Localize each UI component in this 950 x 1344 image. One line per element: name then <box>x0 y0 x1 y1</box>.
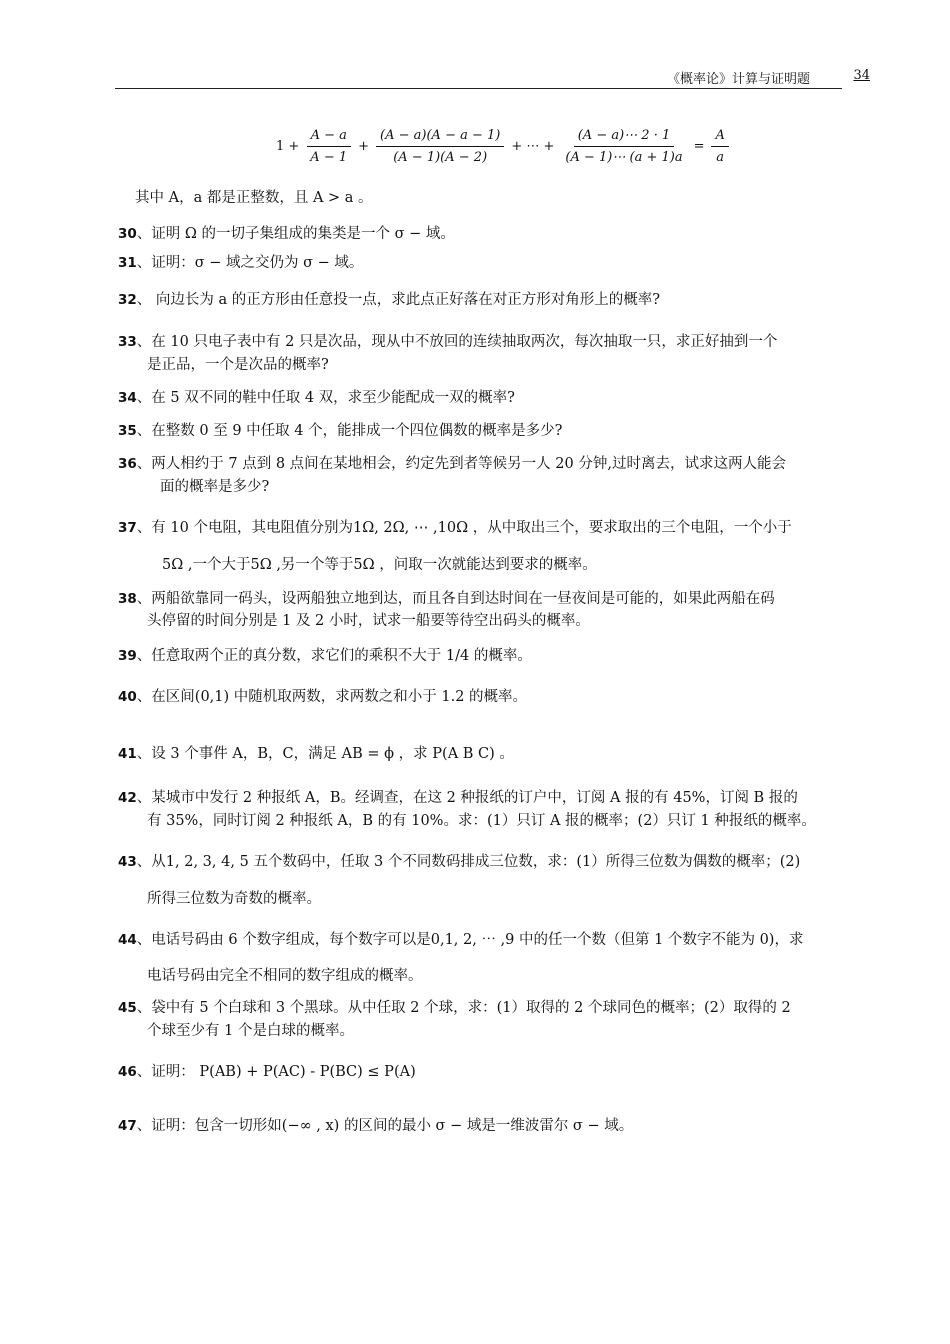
problem-text: 、在整数 0 至 9 中任取 4 个，能排成一个四位偶数的概率是多少? <box>136 423 563 439</box>
problem-text: 、在 5 双不同的鞋中任取 4 双，求至少能配成一双的概率? <box>136 390 515 406</box>
formula-ellipsis: + ⋯ + <box>511 138 555 154</box>
problem-text: 、设 3 个事件 A，B，C，满足 AB = ϕ ，求 P(A B C) 。 <box>136 746 514 762</box>
formula-fraction-1 <box>306 128 351 165</box>
formula-lead: 1 + <box>276 138 300 154</box>
problem-number: 31 <box>118 255 137 271</box>
problem-41 <box>118 744 514 764</box>
problem-text: 、在区间(0,1) 中随机取两数，求两数之和小于 1.2 的概率。 <box>136 689 528 705</box>
problem-number: 44 <box>118 932 137 948</box>
problem-text-line <box>147 966 423 986</box>
page-number: 34 <box>853 68 870 83</box>
problem-text: 其中 A，a 都是正整数，且 A > a 。 <box>135 190 373 206</box>
problem-number: 43 <box>118 854 137 870</box>
problem-text-line <box>135 188 373 208</box>
problem-text: 电话号码由完全不相同的数字组成的概率。 <box>147 968 423 984</box>
problem-47 <box>118 1116 633 1136</box>
problem-42 <box>118 788 798 808</box>
problem-text: 、证明： P(AB) + P(AC) - P(BC) ≤ P(A) <box>136 1064 416 1080</box>
problem-30 <box>118 224 455 244</box>
problem-text: 、证明：σ − 域之交仍为 σ − 域。 <box>136 255 364 271</box>
formula-fraction-4 <box>711 128 728 165</box>
top-formula <box>272 120 732 172</box>
problem-text: 、两船欲靠同一码头，设两船独立地到达，而且各自到达时间在一昼夜间是可能的，如果此两船在码 <box>136 591 775 607</box>
problem-number: 35 <box>118 423 137 439</box>
problem-text: 、电话号码由 6 个数字组成，每个数字可以是0,1, 2, ⋯ ,9 中的任一个数（但第 1 个数字不能为 0)，求 <box>136 932 804 948</box>
problem-text-line <box>147 355 329 375</box>
problem-text-line <box>147 611 590 631</box>
fraction-denominator: (A − 1)⋯ (a + 1)a <box>565 149 683 165</box>
problem-text: 所得三位数为奇数的概率。 <box>147 891 321 907</box>
problem-33 <box>118 332 777 352</box>
formula-plus: + <box>358 138 370 154</box>
problem-text-line <box>162 555 597 575</box>
problem-number: 47 <box>118 1118 137 1134</box>
fraction-denominator: A − 1 <box>310 149 348 165</box>
problem-number: 46 <box>118 1064 137 1080</box>
problem-number: 45 <box>118 1000 137 1016</box>
problem-37 <box>118 518 792 538</box>
page-header <box>115 68 870 90</box>
problem-number: 32 <box>118 292 137 308</box>
problem-number: 34 <box>118 390 137 406</box>
problem-40 <box>118 687 527 707</box>
problem-46 <box>118 1062 416 1082</box>
header-title: 《概率论》计算与证明题 <box>666 72 810 87</box>
problem-number: 30 <box>118 226 137 242</box>
problem-text: 、袋中有 5 个白球和 3 个黑球。从中任取 2 个球，求：(1）取得的 2 个球同色的概率；(2）取得的 2 <box>136 1000 791 1016</box>
problem-36 <box>118 454 786 474</box>
problem-39 <box>118 646 532 666</box>
problem-45 <box>118 998 791 1018</box>
problem-number: 42 <box>118 790 137 806</box>
problem-number: 36 <box>118 456 137 472</box>
problem-text-line <box>160 477 269 497</box>
problem-text: 面的概率是多少? <box>160 479 270 495</box>
problem-number: 37 <box>118 520 137 536</box>
problem-text: 、证明 Ω 的一切子集组成的集类是一个 σ − 域。 <box>136 226 455 242</box>
header-rule <box>115 88 842 89</box>
problem-number: 40 <box>118 689 137 705</box>
formula-equals: = <box>693 138 705 154</box>
problem-number: 39 <box>118 648 137 664</box>
problem-text: 、两人相约于 7 点到 8 点间在某地相会，约定先到者等候另一人 20 分钟,过时离去，试求这两人能会 <box>136 456 786 472</box>
problem-text: 5Ω ,一个大于5Ω ,另一个等于5Ω ，问取一次就能达到要求的概率。 <box>162 557 597 573</box>
fraction-numerator: (A − a)(A − a − 1) <box>376 128 504 147</box>
fraction-denominator: (A − 1)(A − 2) <box>393 149 488 165</box>
problem-35 <box>118 421 562 441</box>
problem-text-line <box>147 1021 354 1041</box>
problem-text: 个球至少有 1 个是白球的概率。 <box>147 1023 354 1039</box>
problem-text: 、证明：包含一切形如(−∞ , x) 的区间的最小 σ − 域是一维波雷尔 σ − 域。 <box>136 1118 634 1134</box>
problem-32 <box>118 290 660 310</box>
problem-text: 、在 10 只电子表中有 2 只是次品，现从中不放回的连续抽取两次，每次抽取一只，求正好抽到一个 <box>136 334 778 350</box>
problem-34 <box>118 388 515 408</box>
problem-text: 头停留的时间分别是 1 及 2 小时，试求一船要等待空出码头的概率。 <box>147 613 590 629</box>
formula-fraction-2 <box>376 128 504 165</box>
problem-text: 是正品，一个是次品的概率? <box>147 357 329 373</box>
fraction-denominator: a <box>716 149 725 165</box>
fraction-numerator: (A − a)⋯ 2 · 1 <box>574 128 675 147</box>
problem-text: 、某城市中发行 2 种报纸 A，B。经调查，在这 2 种报纸的订户中，订阅 A 报的有 45%，订阅 B 报的 <box>136 790 798 806</box>
problem-31 <box>118 253 363 273</box>
problem-text: 、有 10 个电阻，其电阻值分别为1Ω, 2Ω, ⋯ ,10Ω ，从中取出三个，要求取出的三个电阻，一个小于 <box>136 520 792 536</box>
problem-38 <box>118 589 775 609</box>
problem-text: 、任意取两个正的真分数，求它们的乘积不大于 1/4 的概率。 <box>136 648 532 664</box>
problem-text: 、 向边长为 a 的正方形由任意投一点，求此点正好落在对正方形对角形上的概率? <box>136 292 661 308</box>
problem-number: 33 <box>118 334 137 350</box>
problem-text: 、从1, 2, 3, 4, 5 五个数码中，任取 3 个不同数码排成三位数，求：(1）所得三位数为偶数的概率；(2) <box>136 854 801 870</box>
problem-44 <box>118 930 803 950</box>
problem-number: 38 <box>118 591 137 607</box>
formula-fraction-3 <box>561 128 686 165</box>
problem-text-line <box>147 811 816 831</box>
problem-text: 有 35%，同时订阅 2 种报纸 A，B 的有 10%。求：(1）只订 A 报的概率；(2）只订 1 种报纸的概率。 <box>147 813 816 829</box>
problem-43 <box>118 852 800 872</box>
problem-number: 41 <box>118 746 137 762</box>
fraction-numerator: A <box>711 128 728 147</box>
problem-text-line <box>147 889 321 909</box>
fraction-numerator: A − a <box>307 128 351 147</box>
